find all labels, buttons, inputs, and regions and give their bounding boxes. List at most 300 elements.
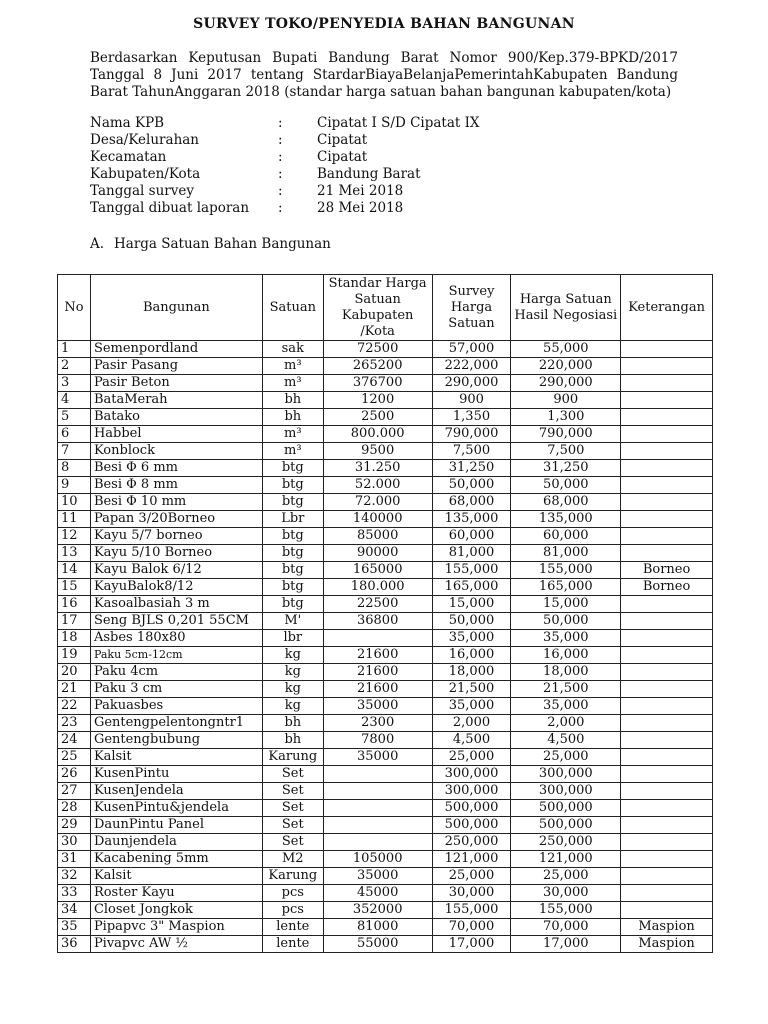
meta-value: 28 Mei 2018 [317, 200, 404, 216]
meta-row [90, 200, 690, 217]
cell-survey: 300,000 [432, 766, 511, 783]
meta-row [90, 166, 690, 183]
cell-no: 26 [58, 766, 91, 783]
meta-label: Nama KPB [90, 115, 165, 131]
cell-no: 18 [58, 630, 91, 647]
cell-survey: 57,000 [432, 341, 511, 358]
cell-bangunan: Papan 3/20Borneo [90, 511, 262, 528]
meta-separator: : [278, 200, 283, 216]
cell-bangunan: BataMerah [90, 392, 262, 409]
cell-satuan: Karung [262, 749, 323, 766]
cell-no: 2 [58, 358, 91, 375]
cell-bangunan: Gentengbubung [90, 732, 262, 749]
table-row [58, 681, 713, 698]
cell-satuan: btg [262, 545, 323, 562]
table-row [58, 545, 713, 562]
cell-bangunan: Konblock [90, 443, 262, 460]
meta-separator: : [278, 149, 283, 165]
cell-survey: 500,000 [432, 817, 511, 834]
cell-no: 9 [58, 477, 91, 494]
cell-survey: 25,000 [432, 868, 511, 885]
cell-satuan: kg [262, 664, 323, 681]
cell-standar: 21600 [323, 647, 432, 664]
header-survey: Survey Harga Satuan [432, 275, 511, 341]
cell-harga: 30,000 [511, 885, 621, 902]
cell-bangunan: Paku 3 cm [90, 681, 262, 698]
cell-harga: 55,000 [511, 341, 621, 358]
table-row [58, 868, 713, 885]
cell-standar: 800.000 [323, 426, 432, 443]
cell-harga: 500,000 [511, 800, 621, 817]
cell-harga: 155,000 [511, 562, 621, 579]
cell-bangunan: Gentengpelentongntr1 [90, 715, 262, 732]
cell-survey: 35,000 [432, 698, 511, 715]
document-title: SURVEY TOKO/PENYEDIA BAHAN BANGUNAN [193, 16, 575, 32]
cell-harga: 220,000 [511, 358, 621, 375]
meta-label: Desa/Kelurahan [90, 132, 200, 148]
cell-bangunan: Daunjendela [90, 834, 262, 851]
cell-harga: 17,000 [511, 936, 621, 953]
cell-bangunan: Besi Φ 6 mm [90, 460, 262, 477]
cell-no: 22 [58, 698, 91, 715]
cell-standar: 35000 [323, 868, 432, 885]
cell-survey: 4,500 [432, 732, 511, 749]
cell-keterangan [621, 613, 713, 630]
cell-bangunan: Seng BJLS 0,201 55CM [90, 613, 262, 630]
cell-harga: 25,000 [511, 749, 621, 766]
cell-keterangan: Borneo [621, 562, 713, 579]
cell-survey: 21,500 [432, 681, 511, 698]
cell-no: 8 [58, 460, 91, 477]
cell-bangunan: KayuBalok8/12 [90, 579, 262, 596]
cell-keterangan [621, 868, 713, 885]
meta-value: Cipatat I S/D Cipatat IX [317, 115, 480, 131]
cell-no: 14 [58, 562, 91, 579]
cell-harga: 18,000 [511, 664, 621, 681]
intro-paragraph [90, 50, 678, 101]
cell-survey: 70,000 [432, 919, 511, 936]
cell-satuan: lente [262, 919, 323, 936]
cell-survey: 290,000 [432, 375, 511, 392]
cell-standar [323, 783, 432, 800]
cell-no: 6 [58, 426, 91, 443]
cell-standar: 72500 [323, 341, 432, 358]
cell-survey: 500,000 [432, 800, 511, 817]
cell-satuan: m³ [262, 358, 323, 375]
cell-standar: 180.000 [323, 579, 432, 596]
cell-satuan: m³ [262, 426, 323, 443]
cell-harga: 35,000 [511, 698, 621, 715]
cell-survey: 50,000 [432, 477, 511, 494]
cell-standar: 22500 [323, 596, 432, 613]
table-row [58, 409, 713, 426]
cell-satuan: btg [262, 579, 323, 596]
cell-standar: 36800 [323, 613, 432, 630]
section-title: Harga Satuan Bahan Bangunan [114, 236, 331, 252]
cell-bangunan: Kalsit [90, 868, 262, 885]
cell-keterangan [621, 494, 713, 511]
cell-survey: 2,000 [432, 715, 511, 732]
table-row [58, 715, 713, 732]
cell-bangunan: Paku 4cm [90, 664, 262, 681]
cell-no: 17 [58, 613, 91, 630]
table-row [58, 494, 713, 511]
cell-no: 36 [58, 936, 91, 953]
meta-value: 21 Mei 2018 [317, 183, 404, 199]
table-row [58, 613, 713, 630]
table-row [58, 919, 713, 936]
cell-no: 33 [58, 885, 91, 902]
cell-satuan: btg [262, 596, 323, 613]
table-row [58, 460, 713, 477]
cell-no: 24 [58, 732, 91, 749]
cell-harga: 165,000 [511, 579, 621, 596]
meta-row [90, 115, 690, 132]
cell-no: 25 [58, 749, 91, 766]
cell-bangunan: KusenPintu [90, 766, 262, 783]
cell-survey: 18,000 [432, 664, 511, 681]
cell-keterangan [621, 817, 713, 834]
cell-survey: 60,000 [432, 528, 511, 545]
header-bangunan: Bangunan [90, 275, 262, 341]
cell-survey: 16,000 [432, 647, 511, 664]
cell-bangunan: Besi Φ 8 mm [90, 477, 262, 494]
cell-keterangan: Borneo [621, 579, 713, 596]
cell-keterangan [621, 885, 713, 902]
cell-keterangan [621, 528, 713, 545]
cell-harga: 500,000 [511, 817, 621, 834]
cell-keterangan [621, 460, 713, 477]
cell-no: 12 [58, 528, 91, 545]
cell-keterangan [621, 409, 713, 426]
cell-bangunan: Kayu Balok 6/12 [90, 562, 262, 579]
cell-survey: 250,000 [432, 834, 511, 851]
cell-harga: 290,000 [511, 375, 621, 392]
meta-label: Kecamatan [90, 149, 167, 165]
table-row [58, 562, 713, 579]
cell-keterangan [621, 545, 713, 562]
table-row [58, 392, 713, 409]
table-row [58, 477, 713, 494]
cell-satuan: lbr [262, 630, 323, 647]
table-row [58, 528, 713, 545]
meta-separator: : [278, 115, 283, 131]
cell-satuan: kg [262, 681, 323, 698]
cell-survey: 155,000 [432, 562, 511, 579]
cell-satuan: btg [262, 477, 323, 494]
table-row [58, 647, 713, 664]
cell-standar: 72.000 [323, 494, 432, 511]
header-harga: Harga Satuan Hasil Negosiasi [511, 275, 621, 341]
cell-standar: 1200 [323, 392, 432, 409]
cell-harga: 250,000 [511, 834, 621, 851]
table-row [58, 851, 713, 868]
meta-value: Bandung Barat [317, 166, 421, 182]
meta-value: Cipatat [317, 149, 368, 165]
section-letter: A. [90, 236, 105, 252]
cell-survey: 135,000 [432, 511, 511, 528]
table-row [58, 834, 713, 851]
cell-bangunan: Kalsit [90, 749, 262, 766]
cell-satuan: M' [262, 613, 323, 630]
cell-survey: 121,000 [432, 851, 511, 868]
cell-standar: 265200 [323, 358, 432, 375]
cell-satuan: kg [262, 698, 323, 715]
cell-survey: 81,000 [432, 545, 511, 562]
table-row [58, 800, 713, 817]
meta-label: Kabupaten/Kota [90, 166, 201, 182]
cell-bangunan: Kayu 5/10 Borneo [90, 545, 262, 562]
cell-no: 23 [58, 715, 91, 732]
cell-harga: 16,000 [511, 647, 621, 664]
table-row [58, 817, 713, 834]
cell-no: 35 [58, 919, 91, 936]
table-row [58, 698, 713, 715]
cell-bangunan: Kasoalbasiah 3 m [90, 596, 262, 613]
cell-satuan: pcs [262, 885, 323, 902]
cell-standar: 85000 [323, 528, 432, 545]
cell-keterangan: Maspion [621, 919, 713, 936]
cell-bangunan: Asbes 180x80 [90, 630, 262, 647]
cell-satuan: bh [262, 732, 323, 749]
cell-harga: 25,000 [511, 868, 621, 885]
cell-survey: 790,000 [432, 426, 511, 443]
table-row [58, 511, 713, 528]
cell-no: 34 [58, 902, 91, 919]
cell-satuan: Set [262, 834, 323, 851]
cell-keterangan [621, 341, 713, 358]
table-row [58, 375, 713, 392]
intro-line-2: Tanggal 8 Juni 2017 tentang StardarBiayaBelanjaPemerintahKabupaten Bandung [90, 67, 678, 83]
cell-no: 30 [58, 834, 91, 851]
cell-no: 13 [58, 545, 91, 562]
table-row [58, 426, 713, 443]
cell-harga: 135,000 [511, 511, 621, 528]
cell-no: 5 [58, 409, 91, 426]
cell-standar: 7800 [323, 732, 432, 749]
cell-no: 15 [58, 579, 91, 596]
header-keterangan: Keterangan [621, 275, 713, 341]
table-row [58, 341, 713, 358]
cell-satuan: M2 [262, 851, 323, 868]
table-row [58, 664, 713, 681]
cell-harga: 4,500 [511, 732, 621, 749]
cell-satuan: btg [262, 494, 323, 511]
cell-no: 3 [58, 375, 91, 392]
cell-survey: 15,000 [432, 596, 511, 613]
cell-standar: 35000 [323, 749, 432, 766]
cell-standar: 52.000 [323, 477, 432, 494]
cell-survey: 165,000 [432, 579, 511, 596]
cell-standar: 165000 [323, 562, 432, 579]
cell-keterangan [621, 766, 713, 783]
table-header-row [58, 275, 713, 341]
cell-keterangan [621, 596, 713, 613]
cell-standar: 2500 [323, 409, 432, 426]
cell-keterangan [621, 443, 713, 460]
cell-standar: 35000 [323, 698, 432, 715]
meta-row [90, 132, 690, 149]
header-satuan: Satuan [262, 275, 323, 341]
cell-survey: 35,000 [432, 630, 511, 647]
cell-bangunan: Pasir Pasang [90, 358, 262, 375]
cell-survey: 300,000 [432, 783, 511, 800]
cell-standar [323, 630, 432, 647]
cell-satuan: Set [262, 800, 323, 817]
cell-standar: 55000 [323, 936, 432, 953]
table-row [58, 766, 713, 783]
cell-no: 32 [58, 868, 91, 885]
cell-no: 27 [58, 783, 91, 800]
meta-separator: : [278, 166, 283, 182]
cell-survey: 17,000 [432, 936, 511, 953]
cell-standar: 376700 [323, 375, 432, 392]
cell-satuan: m³ [262, 443, 323, 460]
cell-standar: 90000 [323, 545, 432, 562]
meta-value: Cipatat [317, 132, 368, 148]
cell-harga: 50,000 [511, 613, 621, 630]
cell-survey: 155,000 [432, 902, 511, 919]
cell-keterangan [621, 749, 713, 766]
table-row [58, 783, 713, 800]
cell-satuan: Set [262, 817, 323, 834]
cell-bangunan: Pakuasbes [90, 698, 262, 715]
cell-no: 4 [58, 392, 91, 409]
cell-keterangan [621, 358, 713, 375]
cell-standar [323, 800, 432, 817]
cell-keterangan [621, 392, 713, 409]
cell-bangunan: KusenJendela [90, 783, 262, 800]
table-row [58, 358, 713, 375]
cell-no: 29 [58, 817, 91, 834]
cell-standar: 105000 [323, 851, 432, 868]
cell-harga: 300,000 [511, 783, 621, 800]
cell-keterangan [621, 681, 713, 698]
table-row [58, 749, 713, 766]
header-standar: Standar Harga Satuan Kabupaten /Kota [323, 275, 432, 341]
cell-harga: 21,500 [511, 681, 621, 698]
cell-harga: 1,300 [511, 409, 621, 426]
table-row [58, 443, 713, 460]
cell-bangunan: Besi Φ 10 mm [90, 494, 262, 511]
cell-keterangan [621, 511, 713, 528]
cell-bangunan: Kayu 5/7 borneo [90, 528, 262, 545]
cell-standar: 21600 [323, 664, 432, 681]
cell-keterangan [621, 834, 713, 851]
cell-harga: 15,000 [511, 596, 621, 613]
cell-keterangan [621, 715, 713, 732]
cell-harga: 155,000 [511, 902, 621, 919]
cell-keterangan: Maspion [621, 936, 713, 953]
cell-bangunan: Pipapvc 3" Maspion [90, 919, 262, 936]
cell-standar: 81000 [323, 919, 432, 936]
cell-standar: 21600 [323, 681, 432, 698]
cell-keterangan [621, 426, 713, 443]
cell-satuan: Set [262, 783, 323, 800]
cell-bangunan: Pivapvc AW ½ [90, 936, 262, 953]
cell-harga: 35,000 [511, 630, 621, 647]
cell-satuan: pcs [262, 902, 323, 919]
cell-bangunan: Habbel [90, 426, 262, 443]
cell-harga: 121,000 [511, 851, 621, 868]
cell-keterangan [621, 732, 713, 749]
cell-standar: 140000 [323, 511, 432, 528]
cell-bangunan: Semenpordland [90, 341, 262, 358]
cell-satuan: btg [262, 460, 323, 477]
cell-no: 16 [58, 596, 91, 613]
cell-survey: 1,350 [432, 409, 511, 426]
table-row [58, 596, 713, 613]
cell-keterangan [621, 630, 713, 647]
table-row [58, 902, 713, 919]
cell-keterangan [621, 902, 713, 919]
cell-bangunan: Pasir Beton [90, 375, 262, 392]
cell-standar [323, 834, 432, 851]
meta-separator: : [278, 183, 283, 199]
cell-survey: 222,000 [432, 358, 511, 375]
cell-harga: 68,000 [511, 494, 621, 511]
cell-bangunan: DaunPintu Panel [90, 817, 262, 834]
cell-keterangan [621, 664, 713, 681]
section-heading [90, 236, 331, 253]
cell-satuan: bh [262, 409, 323, 426]
meta-label: Tanggal survey [90, 183, 194, 199]
cell-keterangan [621, 477, 713, 494]
intro-line-1: Berdasarkan Keputusan Bupati Bandung Barat Nomor 900/Kep.379-BPKD/2017 [90, 50, 678, 66]
cell-survey: 25,000 [432, 749, 511, 766]
cell-keterangan [621, 800, 713, 817]
table-row [58, 630, 713, 647]
meta-label: Tanggal dibuat laporan [90, 200, 250, 216]
cell-keterangan [621, 851, 713, 868]
cell-satuan: bh [262, 392, 323, 409]
cell-bangunan: Batako [90, 409, 262, 426]
cell-harga: 900 [511, 392, 621, 409]
cell-no: 28 [58, 800, 91, 817]
cell-satuan: lente [262, 936, 323, 953]
cell-satuan: Lbr [262, 511, 323, 528]
cell-harga: 2,000 [511, 715, 621, 732]
meta-row [90, 183, 690, 200]
cell-survey: 31,250 [432, 460, 511, 477]
meta-separator: : [278, 132, 283, 148]
cell-harga: 50,000 [511, 477, 621, 494]
cell-harga: 300,000 [511, 766, 621, 783]
cell-standar: 9500 [323, 443, 432, 460]
cell-no: 20 [58, 664, 91, 681]
cell-harga: 790,000 [511, 426, 621, 443]
cell-bangunan: Roster Kayu [90, 885, 262, 902]
price-table [57, 274, 713, 953]
cell-satuan: sak [262, 341, 323, 358]
cell-no: 10 [58, 494, 91, 511]
header-no: No [58, 275, 91, 341]
meta-row [90, 149, 690, 166]
intro-line-3: Barat TahunAnggaran 2018 (standar harga satuan bahan bangunan kabupaten/kota) [90, 84, 672, 100]
cell-bangunan: Kacabening 5mm [90, 851, 262, 868]
cell-keterangan [621, 647, 713, 664]
cell-no: 19 [58, 647, 91, 664]
cell-standar [323, 817, 432, 834]
cell-standar: 2300 [323, 715, 432, 732]
cell-satuan: btg [262, 528, 323, 545]
cell-keterangan [621, 698, 713, 715]
cell-standar: 45000 [323, 885, 432, 902]
cell-survey: 900 [432, 392, 511, 409]
cell-keterangan [621, 375, 713, 392]
cell-no: 11 [58, 511, 91, 528]
cell-standar: 352000 [323, 902, 432, 919]
